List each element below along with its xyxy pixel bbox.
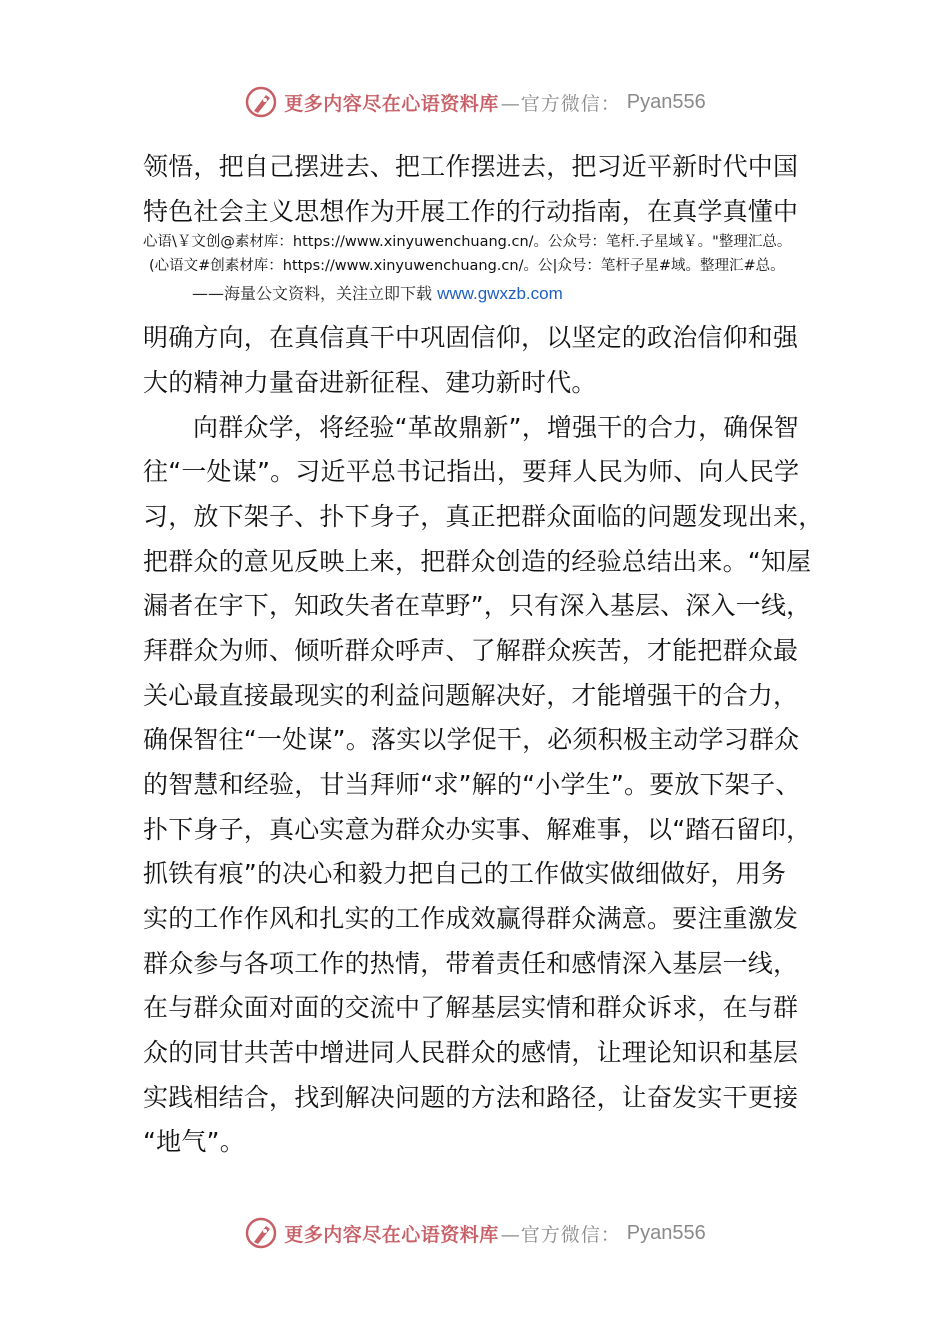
watermark-line-2: (心语文#创素材库：https://www.xinyuwenchuang.cn/。公|众号：笔杆子星#域。整理汇#总。 [149, 258, 785, 274]
banner-brand: 更多内容尽在心语资料库 [284, 1223, 499, 1246]
gwxzb-text: ——海量公文资料，关注立即下载 [192, 284, 433, 303]
pen-nib-logo-icon [244, 85, 278, 119]
text-line: 关心最直接最现实的利益问题解决好，才能增强干的合力， [143, 681, 799, 710]
text-line: 往“一处谋”。习近平总书记指出，要拜人民为师、向人民学 [143, 457, 800, 486]
text-line: 向群众学，将经验“革故鼎新”，增强干的合力，确保智 [193, 413, 799, 442]
text-line: 大的精神力量奋进新征程、建功新时代。 [143, 368, 597, 397]
gwxzb-notice [192, 284, 563, 304]
text-line: 实的工作作风和扎实的工作成效赢得群众满意。要注重激发 [143, 904, 799, 933]
text-line: 的智慧和经验，甘当拜师“求”解的“小学生”。要放下架子、 [143, 770, 801, 799]
text-line: 把群众的意见反映上来，把群众创造的经验总结出来。“知屋 [143, 547, 812, 576]
banner-brand: 更多内容尽在心语资料库 [284, 92, 499, 115]
text-line: 扑下身子，真心实意为群众办实事、解难事，以“踏石留印， [143, 815, 812, 844]
text-line: 拜群众为师、倾听群众呼声、了解群众疾苦，才能把群众最 [143, 636, 799, 665]
footer-banner [0, 1213, 950, 1253]
text-line: 实践相结合，找到解决问题的方法和路径，让奋发实干更接 [143, 1083, 799, 1112]
text-line: 群众参与各项工作的热情，带着责任和感情深入基层一线， [143, 949, 799, 978]
text-line: 特色社会主义思想作为开展工作的行动指南，在真学真懂中 [143, 197, 799, 226]
text-line: 众的同甘共苦中增进同人民群众的感情，让理论知识和基层 [143, 1038, 799, 1067]
banner-wechat-id: Pyan556 [626, 1221, 706, 1244]
pen-nib-logo-icon [244, 1216, 278, 1250]
banner-official-label: —官方微信： [500, 1223, 621, 1246]
text-line: “地气”。 [143, 1127, 245, 1156]
banner-wechat-id: Pyan556 [626, 90, 706, 113]
banner-official-label: —官方微信： [500, 92, 621, 115]
text-line: 领悟，把自己摆进去、把工作摆进去，把习近平新时代中国 [143, 152, 799, 181]
text-line: 习，放下架子、扑下身子，真正把群众面临的问题发现出来， [143, 502, 824, 531]
text-line: 明确方向，在真信真干中巩固信仰，以坚定的政治信仰和强 [143, 323, 799, 352]
text-line: 确保智往“一处谋”。落实以学促干，必须积极主动学习群众 [143, 725, 800, 754]
gwxzb-link[interactable]: www.gwxzb.com [437, 284, 563, 303]
text-line: 在与群众面对面的交流中了解基层实情和群众诉求，在与群 [143, 993, 799, 1022]
text-line: 抓铁有痕”的决心和毅力把自己的工作做实做细做好，用务 [143, 859, 787, 888]
watermark-line-1: 心语\￥文创@素材库：https://www.xinyuwenchuang.cn/。公众号：笔杆.子星域￥。"整理汇总。 [143, 234, 792, 250]
header-banner [0, 82, 950, 122]
text-line: 漏者在宇下，知政失者在草野”，只有深入基层、深入一线， [143, 591, 812, 620]
